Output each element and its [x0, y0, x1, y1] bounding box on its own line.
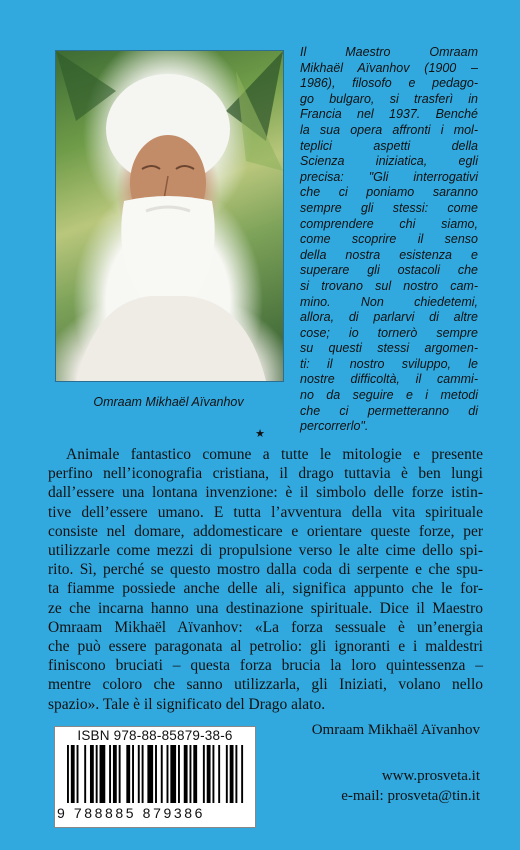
quote-line: Mikhaël Aïvanhov (1900 –	[300, 60, 478, 75]
quote-line: che ci poniamo saranno	[300, 185, 478, 200]
quote-line: Francia nel 1937. Benché	[300, 107, 478, 122]
body-line: rito. Sì, perché se questo mostro dalla coda di serpente e che spu-	[48, 561, 483, 579]
body-line: tive dell’essere umano. E tutta l’avventura della vita spirituale	[48, 503, 483, 521]
quote-line: comprendere chi siamo,	[300, 216, 478, 231]
quote-line: della nostra esistenza e	[300, 247, 478, 262]
quote-line: ti: il nostro sviluppo, le	[300, 356, 478, 371]
body-line: spazio». Tale è il significato del Drago alato.	[48, 695, 326, 713]
body-line: che può essere paragonata al petrolio: gli ignoranti e i maldestri	[48, 638, 483, 656]
body-line: consiste nel domare, addomesticare e orientare queste forze, per	[48, 522, 483, 540]
quote-line: Il Maestro Omraam	[300, 45, 478, 59]
body-line: perfino nell’iconografia cristiana, il drago tuttavia è ben lungi	[48, 465, 483, 483]
barcode-bars-icon	[67, 745, 245, 803]
author-photo	[55, 50, 284, 382]
quote-line: no da seguire e i metodi	[300, 388, 478, 403]
quote-line: Scienza iniziatica, egli	[300, 154, 478, 169]
publisher-contacts	[341, 766, 480, 806]
quote-line: allora, di parlarvi di altre	[300, 310, 478, 325]
star-separator: ★	[255, 427, 265, 440]
author-portrait-illustration	[56, 51, 283, 381]
website-link[interactable]: www.prosveta.it	[381, 768, 480, 784]
quote-line: nostre difficoltà, il cammi-	[300, 372, 478, 387]
author-quote	[300, 45, 478, 435]
author-signature: Omraam Mikhaël Aïvanhov	[311, 722, 480, 738]
quote-line: cose; io tornerò sempre	[300, 325, 478, 340]
quote-line: superare gli ostacoli che	[300, 263, 478, 278]
body-line: mentre coloro che sanno utilizzarla, gli Iniziati, volano nello	[48, 676, 483, 694]
isbn-label: ISBN 978-88-85879-38-6	[77, 728, 233, 743]
quote-line: percorrerlo".	[300, 419, 369, 434]
quote-line: che ci permetteranno di	[300, 403, 478, 418]
quote-line: precisa: "Gli interrogativi	[300, 169, 478, 184]
quote-line: si trovano sul nostro cam-	[300, 278, 478, 293]
quote-line: 1986), filosofo e pedago-	[300, 76, 478, 91]
quote-line: sempre gli stessi: come	[300, 200, 478, 215]
body-line: finiscono bruciati – questa forza brucia la loro quintessenza –	[48, 657, 483, 675]
book-description	[48, 445, 483, 714]
body-line: ta fiamme possiede anche delle ali, significa appunto che le for-	[48, 580, 483, 598]
barcode	[54, 726, 256, 828]
body-line: dall’essere una lontana invenzione: è il simbolo delle forze istin-	[48, 484, 483, 502]
quote-line: mino. Non chiedetemi,	[300, 294, 478, 309]
barcode-digits: 9 788885 879386	[57, 805, 205, 821]
body-line: utilizzarle come mezzi di propulsione verso le alte cime dello spi-	[48, 542, 483, 560]
body-line: Animale fantastico comune a tutte le mitologie e presente	[66, 446, 483, 463]
body-line: Omraam Mikhaël Aïvanhov: «La forza sessuale è un’energia	[48, 618, 483, 636]
quote-line: su questi stessi argomen-	[300, 341, 478, 356]
email-link[interactable]: e-mail: prosveta@tin.it	[341, 788, 480, 804]
photo-caption: Omraam Mikhaël Aïvanhov	[93, 395, 244, 409]
quote-line: come scoprire il senso	[300, 232, 478, 247]
quote-line: la sua opera affronti i mol-	[300, 122, 478, 137]
quote-line: go bulgaro, si trasferì in	[300, 91, 478, 106]
body-line: ze che incarna hanno una destinazione spirituale. Dice il Maestro	[48, 599, 483, 617]
quote-line: teplici aspetti della	[300, 138, 478, 153]
